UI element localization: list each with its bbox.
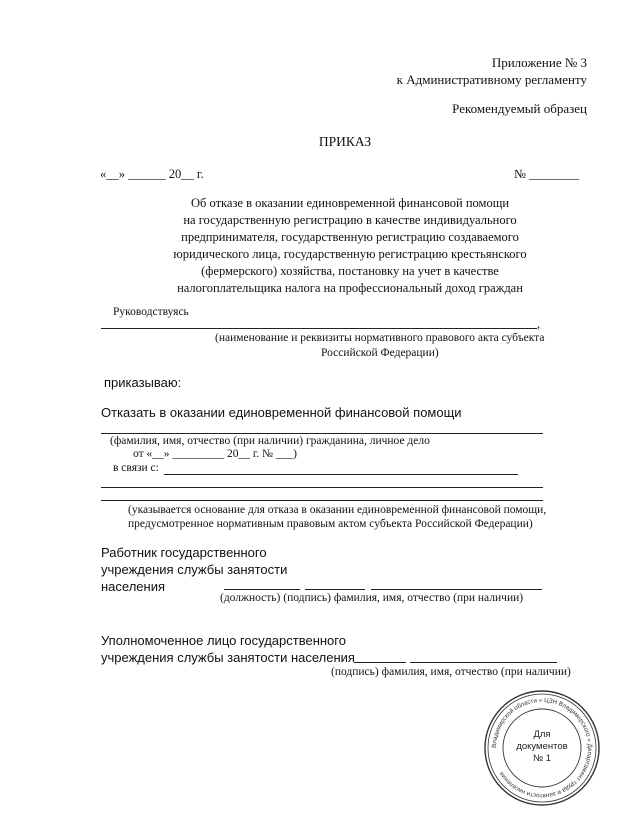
stamp-ring-text: Владимирской области « ЦЗН Владимирского » Департамент труда и занятости населения — [490, 696, 594, 800]
number-field: № ________ — [514, 167, 580, 181]
worker-label: учреждения службы занятости — [101, 562, 288, 577]
authorized-label: Уполномоченное лицо государственного — [101, 633, 346, 648]
signature-line — [354, 662, 406, 663]
subject-line: юридического лица, государственную регистрацию крестьянского — [173, 247, 527, 261]
fullname-line — [371, 589, 542, 590]
subject-line: (фермерского) хозяйства, постановку на учет в качестве — [201, 264, 499, 278]
case-from: от «__» _________ 20__ г. № ___) — [133, 448, 297, 460]
guided-label: Руководствуясь — [113, 306, 189, 318]
date-field: «__» ______ 20__ г. — [100, 167, 204, 181]
official-stamp — [483, 689, 601, 807]
subject-line: Об отказе в оказании единовременной финансовой помощи — [190, 196, 510, 210]
authorized-label: учреждения службы занятости населения — [101, 650, 355, 665]
authorized-caption: (подпись) фамилия, имя, отчество (при наличии) — [331, 666, 571, 678]
subject-line: на государственную регистрацию в качестве индивидуального — [183, 213, 517, 227]
signature-line — [305, 589, 365, 590]
legal-act-comma: , — [537, 317, 541, 331]
reason-label: в связи с: — [113, 462, 159, 474]
reason-line — [101, 500, 543, 501]
worker-label: Работник государственного — [101, 545, 267, 560]
sample-note: Рекомендуемый образец — [452, 101, 587, 116]
document-title: ПРИКАЗ — [318, 134, 372, 149]
stamp-center-line: № 1 — [532, 753, 552, 764]
legal-act-caption: Российской Федерации) — [321, 347, 439, 359]
fullname-line — [410, 662, 557, 663]
legal-act-caption: (наименование и реквизиты нормативного правового акта субъекта — [215, 332, 545, 344]
citizen-caption: (фамилия, имя, отчество (при наличии) гражданина, личное дело — [110, 435, 430, 447]
stamp-center-line: документов — [516, 741, 568, 752]
refuse-text: Отказать в оказании единовременной финансовой помощи — [101, 405, 462, 420]
legal-act-line — [101, 328, 537, 329]
stamp-graphic — [483, 689, 601, 807]
subject-line: налогоплательщика налога на профессиональный доход граждан — [177, 281, 523, 295]
regulation-reference: к Административному регламенту — [396, 72, 587, 87]
appendix-number: Приложение № 3 — [491, 55, 587, 70]
reason-line — [164, 474, 518, 475]
reason-line — [101, 487, 543, 488]
worker-label: населения — [101, 579, 166, 594]
worker-caption: (должность) (подпись) фамилия, имя, отчество (при наличии) — [220, 592, 524, 604]
stamp-center-line: Для — [533, 729, 551, 740]
order-word: приказываю: — [104, 375, 182, 390]
reason-caption: предусмотренное нормативным правовым актом субъекта Российской Федерации) — [128, 518, 533, 530]
position-line — [224, 589, 300, 590]
subject-line: предпринимателя, государственную регистрацию создаваемого — [181, 230, 519, 244]
reason-caption: (указывается основание для отказа в оказании единовременной финансовой помощи, — [128, 504, 547, 516]
